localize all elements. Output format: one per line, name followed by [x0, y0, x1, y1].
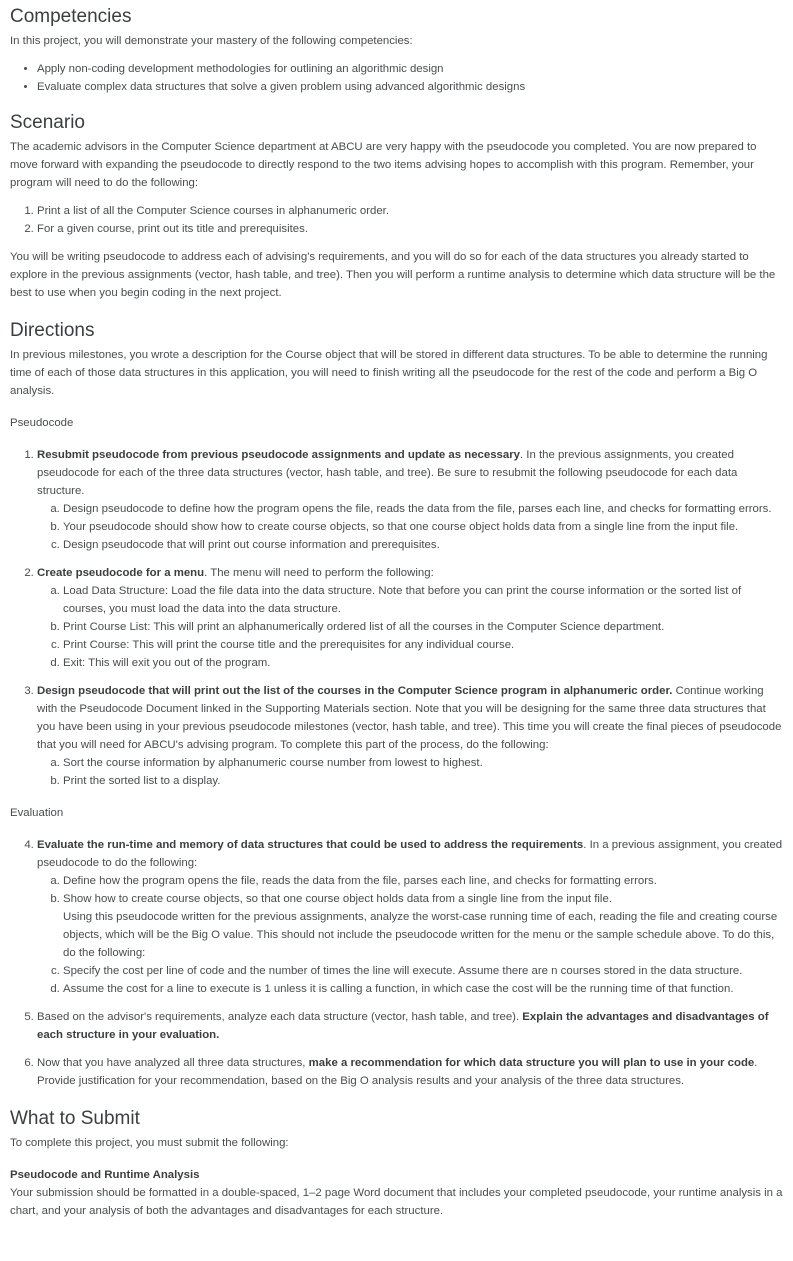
- list-item: [37, 446, 783, 564]
- item-bold-text: Design pseudocode that will print out the list of the courses in the Computer Science program in alphanumeric order.: [37, 685, 673, 697]
- submit-heading: What to Submit: [10, 1108, 140, 1129]
- sub-list: [37, 582, 783, 672]
- submit-body: Your submission should be formatted in a double-spaced, 1–2 page Word document that includes your completed pseudocode, your runtime analysis in a chart, and your analysis of both the advantages and disadvantages for each structure.: [10, 1187, 783, 1217]
- submit-intro: To complete this project, you must submit the following:: [10, 1137, 289, 1149]
- sub-list-item: a. Design pseudocode to define how the program opens the file, reads the data from the file, parses each line, and checks for formatting errors.: [63, 500, 783, 518]
- sub-list: [37, 754, 783, 790]
- list-item: • Apply non-coding development methodologies for outlining an algorithmic design: [37, 60, 783, 78]
- competencies-heading: Competencies: [10, 6, 132, 27]
- sub-list-item: a. Load Data Structure: Load the file data into the data structure. Note that before you can print the course information or the sorted list of courses, you must load the data into the data structure.: [63, 582, 783, 618]
- item-bold-text: Create pseudocode for a menu: [37, 567, 205, 579]
- list-item: • Evaluate complex data structures that solve a given problem using advanced algorithmic designs: [37, 78, 783, 96]
- item-text: . In the previous assignments, you created pseudocode for each of the three data structures (vector, hash table, and tree). Be sure to resubmit the following pseudocode for each data structure.: [37, 449, 738, 497]
- list-item: [37, 682, 783, 790]
- list-item: 1. Print a list of all the Computer Science courses in alphanumeric order.: [37, 202, 783, 220]
- item-bold-text: Explain the advantages and disadvantages of each structure in your evaluation.: [37, 1011, 769, 1041]
- sub-item-continuation: Using this pseudocode written for the previous assignments, analyze the worst-case running time of each, reading the file and creating course objects, which will be the Big O value. This should not include the pseudocode written for the menu or the sample schedule above. To do this, do the following:: [63, 911, 778, 959]
- sub-list-item: b. Your pseudocode should show how to create course objects, so that one course object holds data from a single line from the input file.: [63, 518, 783, 536]
- list-item: 2. For a given course, print out its title and prerequisites.: [37, 220, 783, 238]
- scenario-heading: Scenario: [10, 112, 85, 133]
- sub-list-item: a. Sort the course information by alphanumeric course number from lowest to highest.: [63, 754, 783, 772]
- sub-list-item: b. Print Course List: This will print an alphanumerically ordered list of all the courses in the Computer Science department.: [63, 618, 783, 636]
- sub-list-item: a. Define how the program opens the file, reads the data from the file, parses each line, and checks for formatting errors.: [63, 872, 783, 890]
- evaluation-subheading: Evaluation: [10, 807, 64, 819]
- list-item: [37, 836, 783, 1008]
- sub-list: [37, 872, 783, 998]
- sub-list: [37, 500, 783, 554]
- directions-list-evaluation: [10, 836, 783, 1090]
- sub-list-item: b. Print the sorted list to a display.: [63, 772, 783, 790]
- item-bold-text: Resubmit pseudocode from previous pseudocode assignments and update as necessary: [37, 449, 520, 461]
- item-text: . The menu will need to perform the following:: [204, 567, 434, 579]
- submit-subheading: [10, 1166, 783, 1184]
- item-bold-text: Evaluate the run-time and memory of data structures that could be used to address the requirements: [37, 839, 584, 851]
- item-text: Now that you have analyzed all three data structures,: [37, 1057, 309, 1069]
- item-text: . Provide justification for your recommendation, based on the Big O analysis results and your analysis of the three data structures.: [37, 1057, 758, 1087]
- directions-heading: Directions: [10, 320, 95, 341]
- scenario-list: [10, 202, 783, 238]
- directions-list-pseudocode: [10, 446, 783, 790]
- competencies-intro: In this project, you will demonstrate your mastery of the following competencies:: [10, 35, 413, 47]
- sub-list-item: d. Exit: This will exit you out of the program.: [63, 654, 783, 672]
- item-text: Continue working with the Pseudocode Document linked in the Supporting Materials section. Note that you will be designing for the same three data structures that you have been using in your previous pseudocode milestones (vector, hash table, and tree). This time you will create the final pieces of pseudocode that you will need for ABCU's advising program. To complete this part of the process, do the following:: [37, 685, 782, 751]
- item-text: . In a previous assignment, you created pseudocode to do the following:: [37, 839, 783, 869]
- list-item: [37, 1054, 783, 1090]
- list-item: [37, 1008, 783, 1054]
- sub-list-item: c. Design pseudocode that will print out course information and prerequisites.: [63, 536, 783, 554]
- item-text: Based on the advisor's requirements, analyze each data structure (vector, hash table, and tree).: [37, 1011, 523, 1023]
- submit-subheading-text: Pseudocode and Runtime Analysis: [10, 1169, 200, 1181]
- competencies-list: [10, 60, 783, 96]
- sub-list-item: c. Print Course: This will print the course title and the prerequisites for any individual course.: [63, 636, 783, 654]
- sub-list-item: [63, 890, 783, 962]
- scenario-closing: You will be writing pseudocode to address each of advising's requirements, and you will do so for each of the data structures you already started to explore in the previous assignments (vector, hash table, and tree). Then you will perform a runtime analysis to determine which data structure will be the best to use when you begin coding in the next project.: [10, 251, 776, 299]
- sub-list-item: c. Specify the cost per line of code and the number of times the line will execute. Assume there are n courses stored in the data structure.: [63, 962, 783, 980]
- scenario-intro: The academic advisors in the Computer Science department at ABCU are very happy with the pseudocode you completed. You are now prepared to move forward with expanding the pseudocode to directly respond to the two items advising hopes to accomplish with this program. Remember, your program will need to do the following:: [10, 141, 757, 189]
- directions-intro: In previous milestones, you wrote a description for the Course object that will be stored in different data structures. To be able to determine the running time of each of those data structures in this application, you will need to finish writing all the pseudocode for the rest of the code and perform a Big O analysis.: [10, 349, 768, 397]
- sub-list-item: d. Assume the cost for a line to execute is 1 unless it is calling a function, in which case the cost will be the running time of that function.: [63, 980, 783, 998]
- list-item: [37, 564, 783, 682]
- sub-item-text: Show how to create course objects, so that one course object holds data from a single line from the input file.: [63, 893, 612, 905]
- pseudocode-subheading: Pseudocode: [10, 417, 74, 429]
- item-bold-text: make a recommendation for which data structure you will plan to use in your code: [308, 1057, 755, 1069]
